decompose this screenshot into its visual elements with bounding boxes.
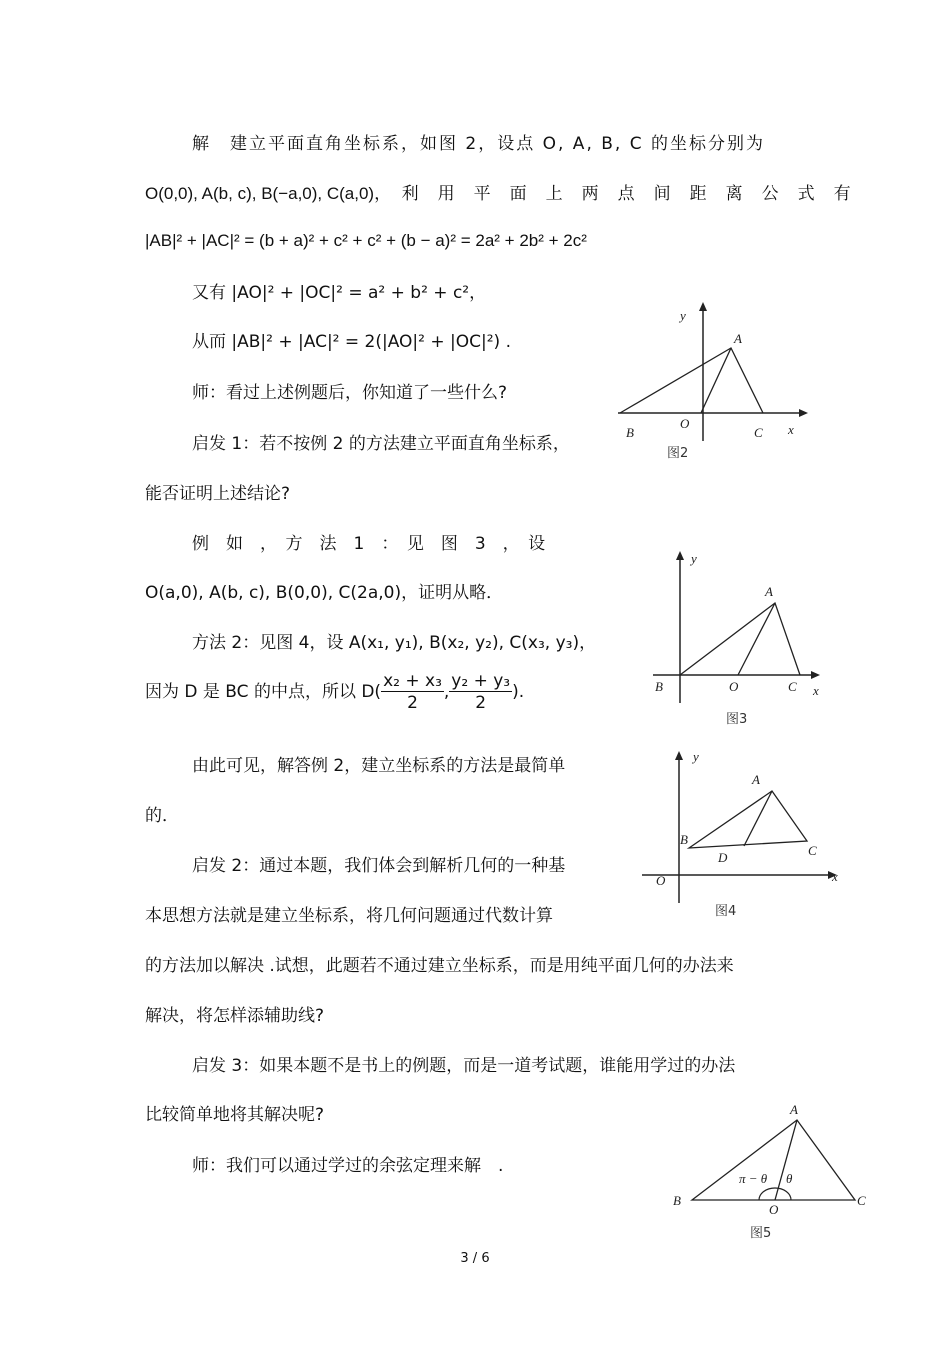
fraction-y-numerator: y₂ + y₃	[451, 670, 511, 691]
method2-line1: 方法 2：见图 4，设 A(x₁, y₁), B(x₂, y₂), C(x₃, y₃)，	[192, 633, 597, 653]
equation-ab-ac: |AB|² + |AC|² = (b + a)² + c² + c² + (b − a)² = 2a² + 2b² + 2c²	[145, 231, 587, 250]
fig4-label-a: A	[752, 772, 760, 787]
fraction-x-numerator: x₂ + x₃	[383, 670, 442, 691]
fig4-caption: 图4	[715, 904, 737, 919]
fig3-label-c: C	[788, 679, 797, 694]
method1-line2: O(a,0), A(b, c), B(0,0), C(2a,0)，证明从略．	[145, 583, 504, 603]
fraction-x	[381, 671, 444, 714]
fig2-x-label: x	[788, 422, 794, 437]
figure-3	[645, 543, 835, 733]
midpoint-close: ).	[512, 682, 525, 702]
distance-formula-text: ， 利 用 平 面 上 两 点 间 距 离 公 式 有	[374, 184, 852, 204]
para1-line1: 解 建立平面直角坐标系，如图 2，设点 O, A, B, C 的坐标分别为	[192, 134, 765, 154]
fig5-label-c: C	[857, 1193, 866, 1208]
fraction-y	[449, 671, 512, 714]
conclusion-line2: 的．	[145, 806, 179, 826]
figure-5	[665, 1092, 875, 1252]
fig2-label-c: C	[754, 425, 763, 440]
conclusion-line1: 由此可见，解答例 2，建立坐标系的方法是最简单	[192, 756, 566, 776]
fig5-caption: 图5	[750, 1226, 772, 1241]
hint1-line2: 能否证明上述结论?	[145, 484, 291, 504]
fig2-label-b: B	[626, 425, 634, 440]
method2-line2: 因为 D 是 BC 的中点，所以 D( $\frac{\text{x₂ + x₃}}{2}$ , $\frac{\text{y₂ + y₃}}{2}$ ).	[145, 670, 525, 713]
fig3-label-a: A	[765, 584, 773, 599]
fig5-angle-pi-minus-theta: π − θ	[739, 1171, 768, 1186]
fig4-label-b: B	[680, 832, 688, 847]
hint2-line2: 本思想方法就是建立坐标系，将几何问题通过代数计算	[145, 906, 553, 926]
fig2-caption: 图2	[667, 446, 689, 461]
hint2-line3: 的方法加以解决 .试想，此题若不通过建立坐标系，而是用纯平面几何的办法来	[145, 956, 734, 976]
figure-4	[622, 743, 857, 928]
hint2-line1: 启发 2：通过本题，我们体会到解析几何的一种基	[192, 856, 566, 876]
hint1-line1: 启发 1：若不按例 2 的方法建立平面直角坐标系，	[192, 434, 570, 454]
teacher-question: 师：看过上述例题后，你知道了一些什么?	[192, 383, 508, 403]
fig2-label-a: A	[734, 331, 742, 346]
fig2-label-o: O	[680, 416, 690, 431]
coords-fig2: O(0,0), A(b, c), B(−a,0), C(a,0)	[145, 184, 375, 203]
fig4-label-c: C	[808, 843, 817, 858]
fig5-label-a: A	[790, 1102, 798, 1117]
hint3-line1: 启发 3：如果本题不是书上的例题，而是一道考试题，谁能用学过的办法	[192, 1056, 736, 1076]
figure-2	[608, 296, 818, 468]
midpoint-text: 因为 D 是 BC 的中点，所以 D(	[145, 682, 382, 702]
equation-conclusion: 从而 |AB|² + |AC|² = 2(|AO|² + |OC|²) .	[192, 332, 511, 352]
fig3-x-label: x	[813, 683, 819, 698]
fraction-x-denominator: 2	[407, 692, 418, 713]
method1-line1: 例 如 ， 方 法 1 ： 见 图 3 ， 设	[192, 534, 546, 554]
fig3-label-b: B	[655, 679, 663, 694]
fig4-label-o: O	[656, 873, 666, 888]
teacher-answer: 师：我们可以通过学过的余弦定理来解 .	[192, 1156, 504, 1176]
fig5-label-b: B	[673, 1193, 681, 1208]
fraction-y-denominator: 2	[475, 692, 487, 713]
fig4-y-label: y	[693, 749, 699, 764]
equation-ao-oc: 又有 |AO|² + |OC|² = a² + b² + c²，	[192, 283, 487, 303]
fig3-label-o: O	[729, 679, 739, 694]
fig4-label-d: D	[718, 850, 728, 865]
page-number: 3 / 6	[460, 1251, 490, 1266]
hint2-line4: 解决，将怎样添辅助线?	[145, 1006, 325, 1026]
fig3-caption: 图3	[726, 712, 748, 727]
fig5-angle-theta: θ	[786, 1171, 793, 1186]
fig4-x-label: x	[832, 869, 838, 884]
hint3-line2: 比较简单地将其解决呢?	[145, 1105, 325, 1125]
fig3-y-label: y	[691, 551, 697, 566]
para1-line2	[145, 183, 852, 205]
fig5-label-o: O	[769, 1202, 779, 1217]
fig2-y-label: y	[680, 308, 686, 323]
